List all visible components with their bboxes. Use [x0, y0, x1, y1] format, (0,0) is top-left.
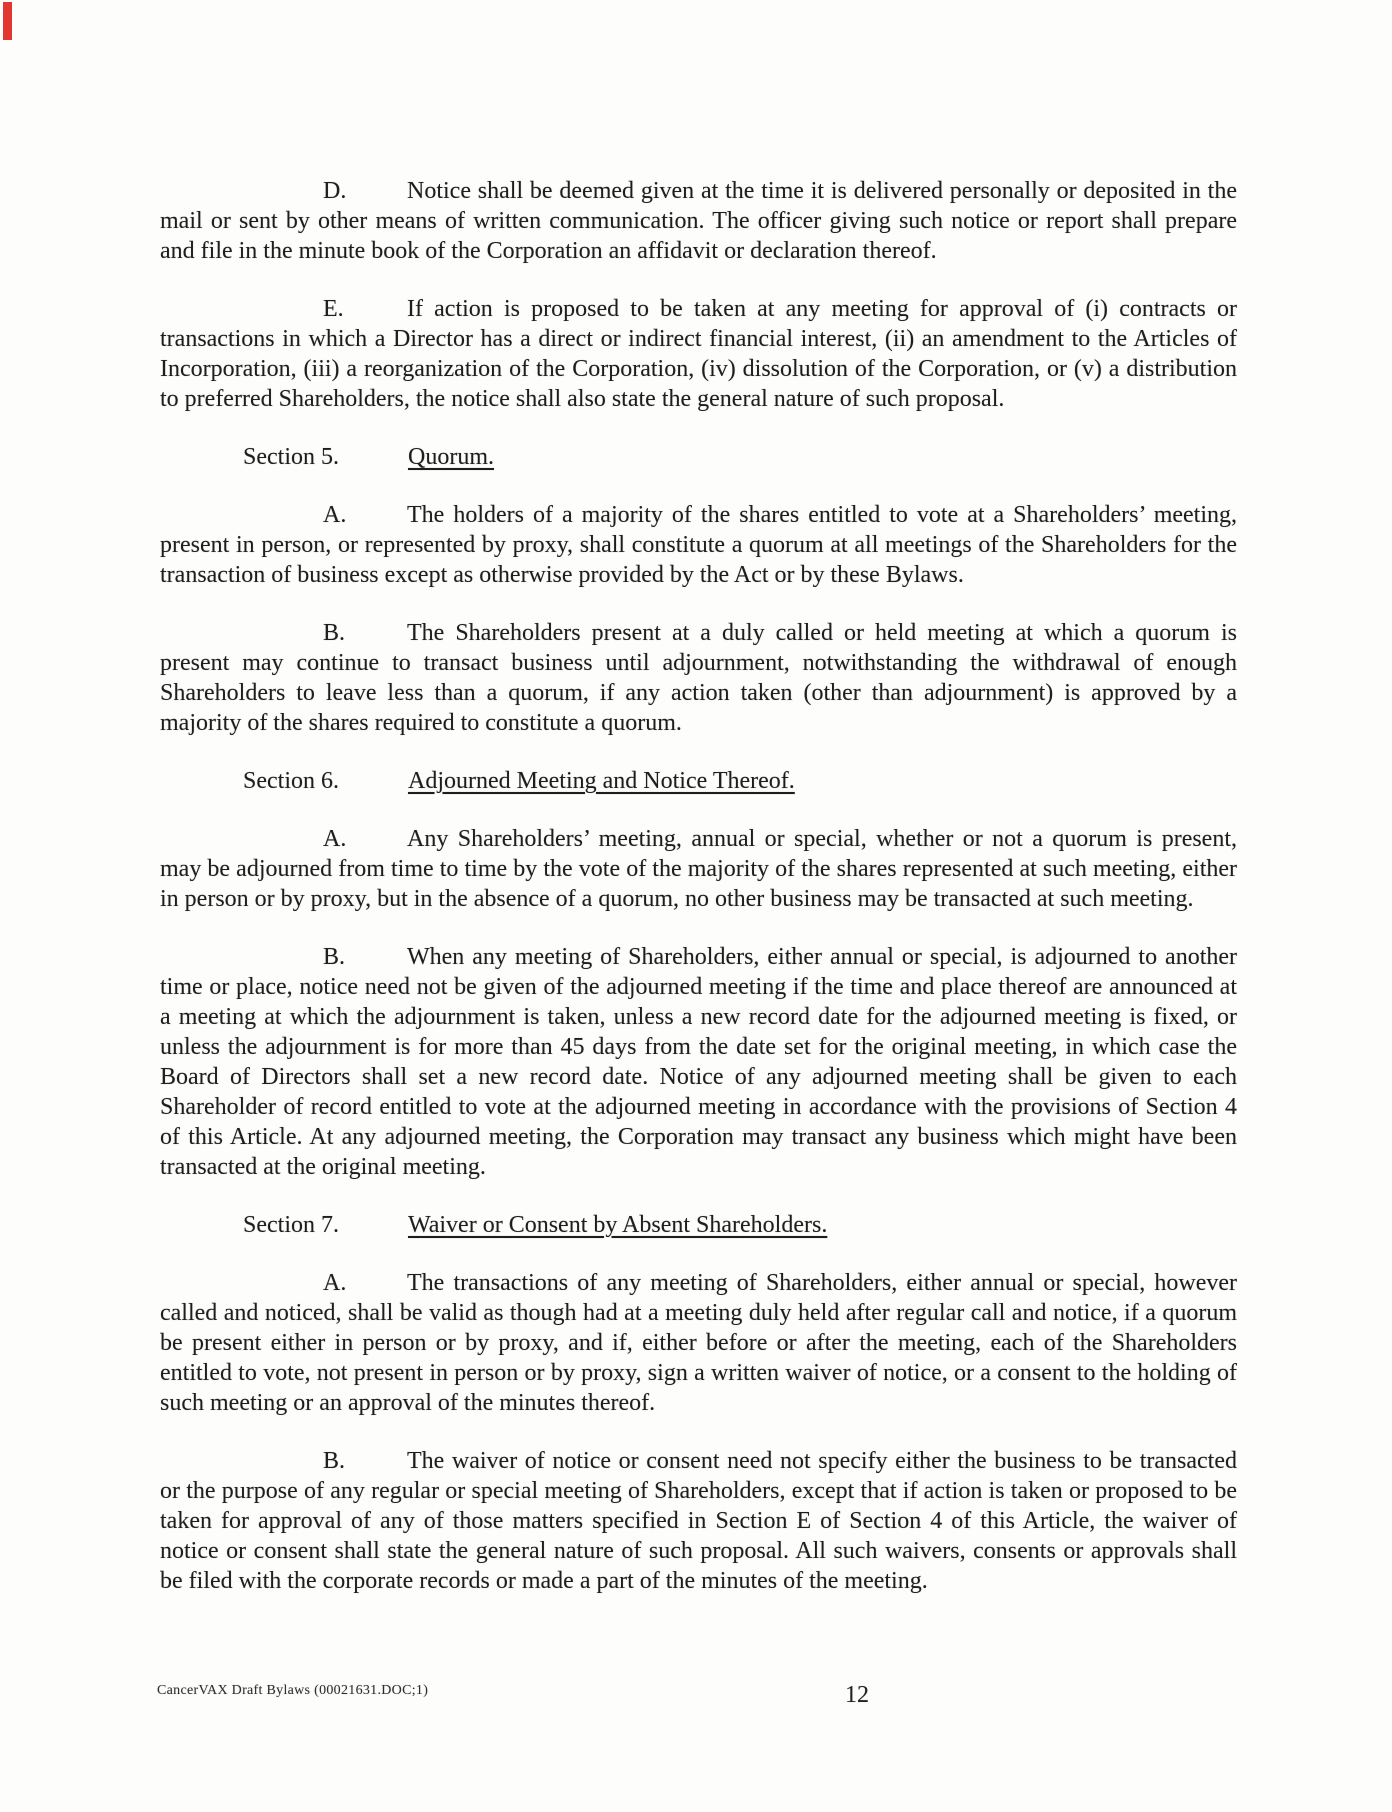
- section-title: Adjourned Meeting and Notice Thereof.: [408, 768, 795, 794]
- paragraph-label: B.: [323, 944, 346, 970]
- paragraph-label: E.: [323, 296, 344, 322]
- paragraph-label: D.: [323, 178, 347, 204]
- section-number: Section 7.: [243, 1212, 339, 1238]
- paragraph-text: Notice shall be deemed given at the time it is delivered personally or deposited in the mail or sent by other means of written communication. The officer giving such notice or report shall prepare and file in the minute book of the Corporation an affidavit or declaration thereof.: [160, 178, 1237, 264]
- paragraph-text: The transactions of any meeting of Shareholders, either annual or special, however called and noticed, shall be valid as though had at a meeting duly held after regular call and notice, if a quorum be present either in person or by proxy, and if, either before or after the meeting, each of the Shareholders entitled to vote, not present in person or by proxy, sign a written waiver of notice, or a consent to the holding of such meeting or an approval of the minutes thereof.: [160, 1270, 1237, 1416]
- paragraph-text: The holders of a majority of the shares entitled to vote at a Shareholders’ meeting, present in person, or represented by proxy, shall constitute a quorum at all meetings of the Shareholders for the transaction of business except as otherwise provided by the Act or by these Bylaws.: [160, 502, 1237, 588]
- paragraph-6b: [160, 942, 1237, 1182]
- paragraph-e: [160, 294, 1237, 414]
- paragraph-label: B.: [323, 1448, 346, 1474]
- red-edge-mark: [3, 2, 12, 40]
- paragraph-text: The Shareholders present at a duly called or held meeting at which a quorum is present may continue to transact business until adjournment, notwithstanding the withdrawal of enough Shareholders to leave less than a quorum, if any action taken (other than adjournment) is approved by a majority of the shares required to constitute a quorum.: [160, 620, 1237, 736]
- paragraph-text: When any meeting of Shareholders, either annual or special, is adjourned to another time or place, notice need not be given of the adjourned meeting if the time and place thereof are announced at a meeting at which the adjournment is taken, unless a new record date for the adjourned meeting is fixed, or unless the adjournment is for more than 45 days from the date set for the original meeting, in which case the Board of Directors shall set a new record date. Notice of any adjourned meeting shall be given to each Shareholder of record entitled to vote at the adjourned meeting in accordance with the provisions of Section 4 of this Article. At any adjourned meeting, the Corporation may transact any business which might have been transacted at the original meeting.: [160, 944, 1237, 1180]
- document-body: [160, 176, 1237, 1624]
- page-number: 12: [845, 1682, 869, 1708]
- paragraph-5b: [160, 618, 1237, 738]
- paragraph-7b: [160, 1446, 1237, 1596]
- paragraph-text: If action is proposed to be taken at any meeting for approval of (i) contracts or transactions in which a Director has a direct or indirect financial interest, (ii) an amendment to the Articles of Incorporation, (iii) a reorganization of the Corporation, (iv) dissolution of the Corporation, or (v) a distribution to preferred Shareholders, the notice shall also state the general nature of such proposal.: [160, 296, 1237, 412]
- section-number: Section 5.: [243, 444, 339, 470]
- paragraph-label: A.: [323, 826, 347, 852]
- paragraph-label: A.: [323, 1270, 347, 1296]
- paragraph-text: The waiver of notice or consent need not specify either the business to be transacted or the purpose of any regular or special meeting of Shareholders, except that if action is taken or proposed to be taken for approval of any of those matters specified in Section E of Section 4 of this Article, the waiver of notice or consent shall state the general nature of such proposal. All such waivers, consents or approvals shall be filed with the corporate records or made a part of the minutes of the meeting.: [160, 1448, 1237, 1594]
- footer-document-reference: CancerVAX Draft Bylaws (00021631.DOC;1): [157, 1683, 429, 1698]
- paragraph-d: [160, 176, 1237, 266]
- paragraph-5a: [160, 500, 1237, 590]
- section-5-heading: [160, 442, 1237, 472]
- section-6-heading: [160, 766, 1237, 796]
- paragraph-7a: [160, 1268, 1237, 1418]
- paragraph-text: Any Shareholders’ meeting, annual or special, whether or not a quorum is present, may be adjourned from time to time by the vote of the majority of the shares represented at such meeting, either in person or by proxy, but in the absence of a quorum, no other business may be transacted at such meeting.: [160, 826, 1237, 912]
- section-title: Waiver or Consent by Absent Shareholders.: [408, 1212, 828, 1238]
- paragraph-label: B.: [323, 620, 346, 646]
- section-number: Section 6.: [243, 768, 339, 794]
- paragraph-6a: [160, 824, 1237, 914]
- section-title: Quorum.: [408, 444, 494, 470]
- paragraph-label: A.: [323, 502, 347, 528]
- section-7-heading: [160, 1210, 1237, 1240]
